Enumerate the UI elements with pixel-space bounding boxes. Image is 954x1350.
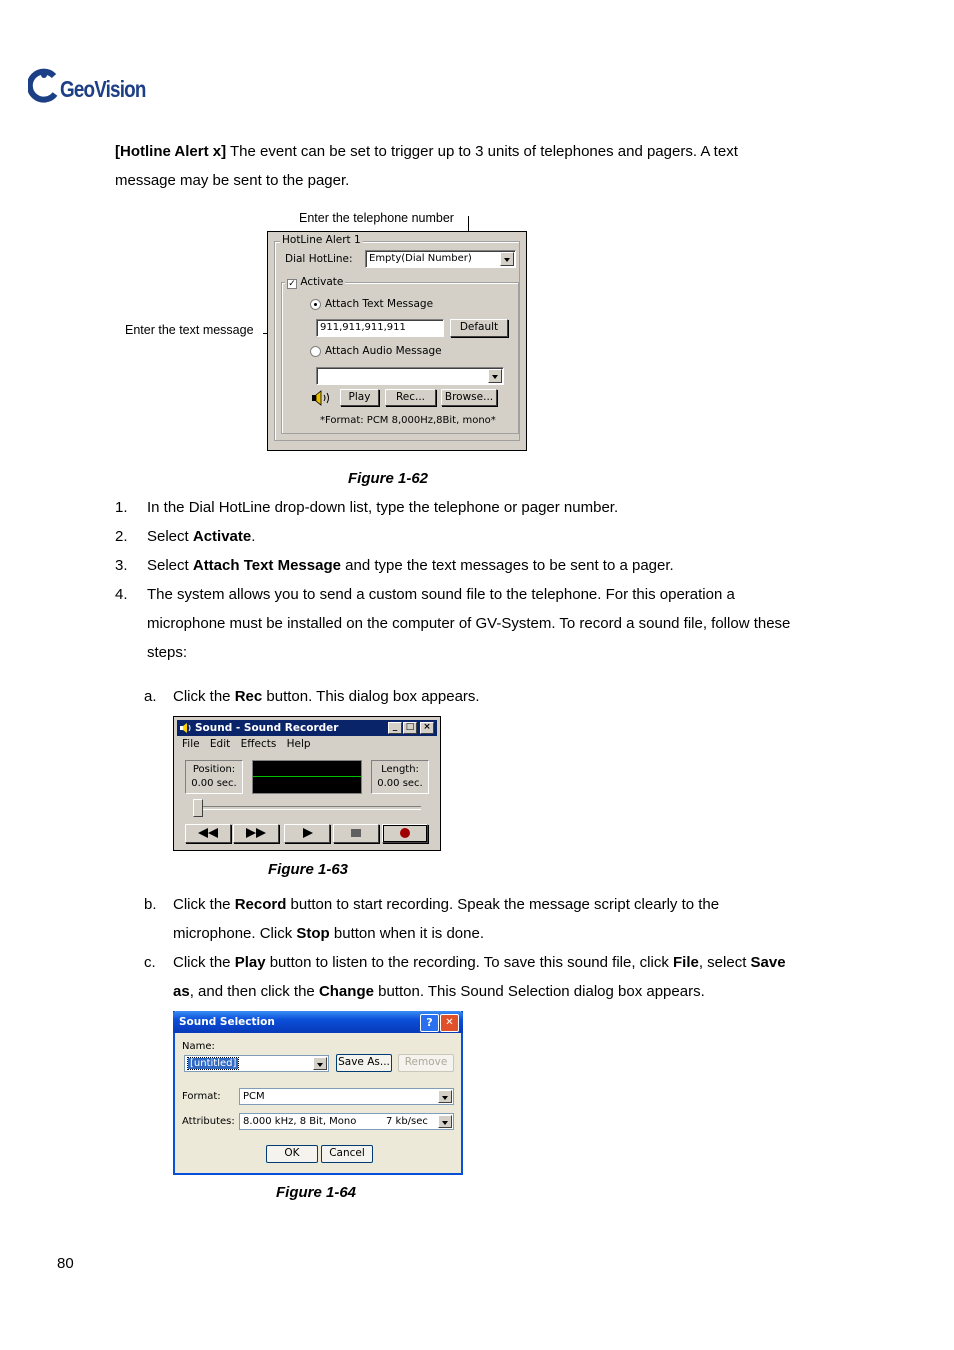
annotation-text: Enter the text message bbox=[125, 323, 254, 337]
geovision-logo-icon bbox=[28, 68, 62, 104]
format-label: Format: bbox=[182, 1091, 221, 1102]
step-number: 4. bbox=[115, 586, 128, 603]
name-value: [untitled] bbox=[190, 1058, 237, 1069]
length-value: 0.00 sec. bbox=[377, 778, 423, 789]
substep-c bbox=[144, 948, 844, 1000]
rec-button[interactable]: Rec... bbox=[385, 389, 436, 406]
menu-effects[interactable]: Effects bbox=[240, 738, 277, 750]
step4-line3: steps: bbox=[147, 644, 188, 661]
name-label: Name: bbox=[182, 1041, 215, 1052]
chevron-down-icon[interactable] bbox=[438, 1115, 452, 1128]
substep-text-post: button when it is done. bbox=[329, 925, 484, 942]
substep-bold: File bbox=[673, 954, 699, 971]
default-button[interactable]: Default bbox=[450, 319, 508, 337]
intro-paragraph bbox=[115, 138, 835, 195]
step-item-4 bbox=[115, 580, 845, 667]
fast-forward-icon bbox=[244, 828, 268, 838]
substep-text-post: button. This dialog box appears. bbox=[262, 688, 480, 705]
position-value: 0.00 sec. bbox=[191, 778, 237, 789]
waveform-display bbox=[252, 760, 362, 794]
activate-row[interactable] bbox=[285, 276, 345, 289]
menu-file[interactable]: File bbox=[182, 738, 200, 750]
attributes-select[interactable] bbox=[239, 1113, 454, 1130]
position-panel bbox=[185, 760, 243, 794]
steps-list bbox=[115, 493, 845, 667]
substep-text: , select bbox=[698, 954, 751, 971]
step4-line2: microphone must be installed on the computer of GV-System. To record a sound file, follow these bbox=[147, 615, 791, 632]
step-text: In the Dial HotLine drop-down list, type the telephone or pager number. bbox=[147, 499, 619, 516]
step-text: Select bbox=[147, 528, 193, 545]
window-title: Sound - Sound Recorder bbox=[195, 722, 339, 734]
dial-hotline-label: Dial HotLine: bbox=[285, 253, 353, 265]
name-select[interactable] bbox=[184, 1055, 329, 1072]
browse-button[interactable]: Browse... bbox=[441, 389, 497, 406]
hotline-alert-panel bbox=[267, 231, 527, 451]
attach-text-label: Attach Text Message bbox=[325, 298, 434, 310]
attach-audio-label: Attach Audio Message bbox=[325, 345, 442, 357]
step4-line1: The system allows you to send a custom sound file to the telephone. For this operation a bbox=[147, 586, 735, 603]
minimize-icon[interactable]: _ bbox=[388, 722, 402, 734]
step-bold: Activate bbox=[192, 528, 252, 545]
cancel-button[interactable]: Cancel bbox=[321, 1145, 373, 1163]
substep-bold: Change bbox=[318, 983, 374, 1000]
attributes-label: Attributes: bbox=[182, 1116, 235, 1127]
attributes-value: 8.000 kHz, 8 Bit, Mono bbox=[243, 1116, 357, 1127]
substep-bold: Rec bbox=[234, 688, 263, 705]
speaker-icon bbox=[310, 389, 334, 407]
format-value: PCM bbox=[243, 1091, 265, 1102]
chevron-down-icon[interactable] bbox=[313, 1057, 327, 1070]
substep-text: Click the bbox=[173, 896, 235, 913]
record-icon bbox=[399, 827, 411, 839]
brand-name: GeoVision bbox=[60, 76, 146, 102]
dialog-title: Sound Selection bbox=[179, 1016, 275, 1028]
ok-button[interactable]: OK bbox=[266, 1145, 318, 1163]
maximize-icon[interactable]: □ bbox=[403, 722, 417, 734]
menu-help[interactable]: Help bbox=[286, 738, 311, 750]
stop-button[interactable] bbox=[333, 824, 379, 843]
fast-forward-button[interactable] bbox=[233, 824, 279, 843]
substep-a bbox=[144, 682, 480, 711]
play-button[interactable]: Play bbox=[340, 389, 379, 406]
chevron-down-icon[interactable] bbox=[500, 252, 514, 266]
step-text: Select bbox=[147, 557, 193, 574]
format-note: *Format: PCM 8,000Hz,8Bit, mono* bbox=[320, 415, 496, 426]
chevron-down-icon[interactable] bbox=[488, 369, 502, 383]
substep-text-post: button to start recording. Speak the message script clearly to the bbox=[286, 896, 720, 913]
activate-checkbox[interactable]: ✓ bbox=[288, 279, 296, 289]
substep-text: microphone. Click bbox=[173, 925, 297, 942]
figure-caption-62: Figure 1-62 bbox=[348, 470, 429, 487]
play-icon bbox=[300, 828, 314, 838]
position-label: Position: bbox=[192, 764, 236, 775]
figure-caption-64: Figure 1-64 bbox=[276, 1184, 357, 1201]
step-number: 2. bbox=[115, 528, 128, 545]
position-slider-thumb[interactable] bbox=[193, 799, 203, 817]
attach-audio-radio[interactable] bbox=[310, 346, 321, 357]
step-text-post: . bbox=[251, 528, 256, 545]
step-number: 3. bbox=[115, 557, 128, 574]
remove-button[interactable]: Remove bbox=[398, 1054, 454, 1072]
substep-bold: Stop bbox=[296, 925, 330, 942]
help-icon[interactable]: ? bbox=[420, 1014, 439, 1032]
substep-letter: a. bbox=[144, 688, 157, 705]
substep-bold: as bbox=[173, 983, 190, 1000]
step-bold: Attach Text Message bbox=[192, 557, 341, 574]
substep-text-post: button. This Sound Selection dialog box appears. bbox=[373, 983, 705, 1000]
step-text-post: and type the text messages to be sent to a pager. bbox=[340, 557, 674, 574]
length-panel bbox=[371, 760, 429, 794]
save-as-button[interactable]: Save As... bbox=[336, 1054, 392, 1072]
substep-bold: Record bbox=[234, 896, 287, 913]
substep-text: button to listen to the recording. To save this sound file, click bbox=[265, 954, 673, 971]
sound-selection-titlebar[interactable] bbox=[173, 1011, 463, 1033]
menu-edit[interactable]: Edit bbox=[209, 738, 231, 750]
menu-bar bbox=[182, 738, 311, 750]
rewind-icon bbox=[196, 828, 220, 838]
intro-bold: [Hotline Alert x] bbox=[115, 143, 227, 160]
length-label: Length: bbox=[381, 764, 419, 775]
record-button[interactable] bbox=[382, 824, 428, 843]
play-button[interactable] bbox=[284, 824, 330, 843]
annotation-telephone: Enter the telephone number bbox=[299, 211, 454, 225]
figure-caption-63: Figure 1-63 bbox=[268, 861, 349, 878]
substep-text: , and then click the bbox=[189, 983, 319, 1000]
sound-selection-dialog bbox=[173, 1011, 463, 1175]
intro-line1: The event can be set to trigger up to 3 units of telephones and pagers. A text bbox=[226, 143, 738, 160]
activate-label: Activate bbox=[300, 276, 344, 288]
step-number: 1. bbox=[115, 499, 128, 516]
attributes-rate: 7 kb/sec bbox=[386, 1116, 428, 1127]
sound-recorder-titlebar[interactable] bbox=[177, 720, 437, 736]
step-item bbox=[115, 551, 845, 580]
substep-text: Click the bbox=[173, 688, 235, 705]
dial-hotline-value: Empty(Dial Number) bbox=[369, 253, 472, 264]
stop-icon bbox=[350, 828, 362, 838]
format-select[interactable] bbox=[239, 1088, 454, 1105]
substep-bold: Save bbox=[750, 954, 786, 971]
substep-text: Click the bbox=[173, 954, 235, 971]
rewind-button[interactable] bbox=[185, 824, 231, 843]
substep-letter: b. bbox=[144, 896, 157, 913]
dial-hotline-select[interactable] bbox=[365, 250, 516, 268]
position-track bbox=[194, 806, 421, 810]
speaker-icon bbox=[179, 722, 192, 734]
text-message-input[interactable] bbox=[316, 319, 444, 337]
geovision-logo bbox=[28, 66, 178, 106]
sound-recorder-window bbox=[173, 716, 441, 851]
substep-letter: c. bbox=[144, 954, 156, 971]
audio-file-select[interactable] bbox=[316, 367, 504, 385]
page-number: 80 bbox=[57, 1255, 74, 1272]
substep-bold: Play bbox=[234, 954, 266, 971]
step-item bbox=[115, 522, 845, 551]
hotline-group-title: HotLine Alert 1 bbox=[282, 234, 361, 246]
substep-b bbox=[144, 890, 844, 942]
close-icon[interactable]: ✕ bbox=[440, 1014, 459, 1032]
text-message-value: 911,911,911,911 bbox=[320, 322, 406, 333]
close-icon[interactable]: × bbox=[420, 722, 434, 734]
chevron-down-icon[interactable] bbox=[438, 1090, 452, 1103]
intro-line2: message may be sent to the pager. bbox=[115, 171, 350, 189]
attach-text-radio[interactable] bbox=[310, 299, 321, 310]
step-item bbox=[115, 493, 845, 522]
